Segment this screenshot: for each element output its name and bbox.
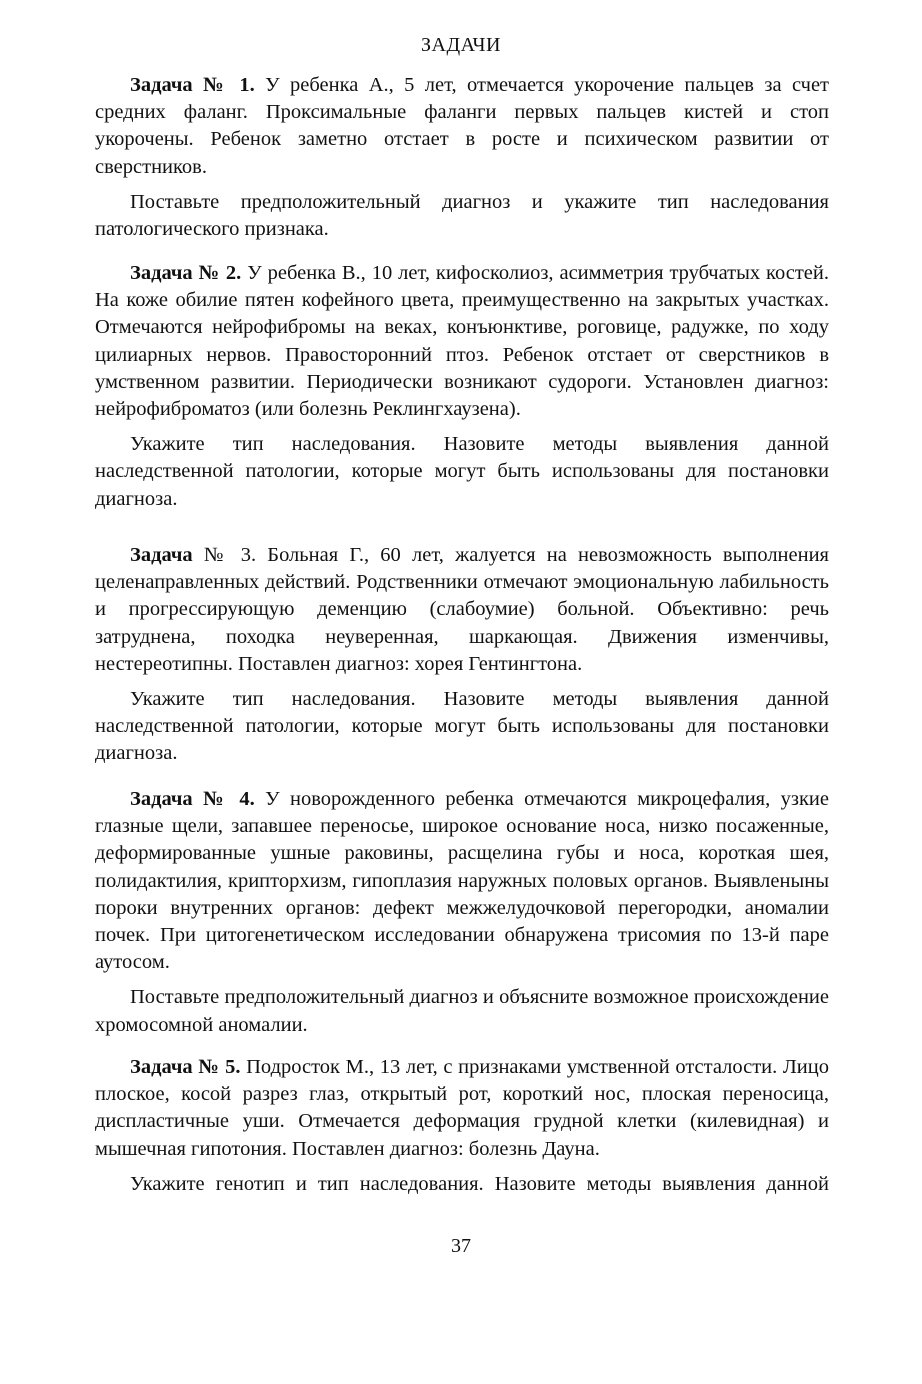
- task-3-label: Задача: [130, 544, 193, 566]
- task-3: [95, 542, 829, 768]
- task-1-condition-text: У ребенка А., 5 лет, отмечается укорочение пальцев за счет средних фаланг. Проксимальные фаланги первых пальцев кистей и стоп укорочены. Ребенок заметно отстает в росте и психическом развитии от сверстников.: [95, 74, 830, 178]
- task-2-question: Укажите тип наследования. Назовите методы выявления данной наследственной патологии, которые могут быть использованы для постановки диагноза.: [95, 433, 829, 510]
- task-4-label: Задача № 4.: [130, 788, 255, 810]
- task-5-condition-text: Подросток М., 13 лет, с признаками умственной отсталости. Лицо плоское, косой разрез глаз, открытый рот, короткий нос, плоская переносица, диспластичные уши. Отмечается деформация грудной клетки (килевидная) и мышечная гипотония. Поставлен диагноз: болезнь Дауна.: [95, 1056, 830, 1160]
- task-2: [95, 260, 829, 513]
- page-number: 37: [451, 1235, 471, 1257]
- task-2-condition-text: У ребенка В., 10 лет, кифосколиоз, асимметрия трубчатых костей. На коже обилие пятен кофейного цвета, преимущественно на закрытых участках. Отмечаются нейрофибромы на веках, конъюнктиве, роговице, радужке, по ходу цилиарных нервов. Правосторонний птоз. Ребенок отстает от сверстников в умственном развитии. Периодически возникают судороги. Установлен диагноз: нейрофиброматоз (или болезнь Реклингхаузена).: [95, 262, 829, 421]
- page-heading: ЗАДАЧИ: [421, 34, 501, 56]
- task-4-condition: [95, 786, 829, 976]
- task-1-condition: [95, 72, 829, 181]
- task-5-condition: [95, 1054, 829, 1163]
- task-2-condition: [95, 260, 829, 423]
- task-5: [95, 1054, 829, 1198]
- task-1-question: Поставьте предположительный диагноз и укажите тип наследования патологического признака.: [95, 190, 829, 241]
- task-4: [95, 786, 829, 1039]
- task-3-question: Укажите тип наследования. Назовите методы выявления данной наследственной патологии, которые могут быть использованы для постановки диагноза.: [95, 688, 829, 765]
- task-1: [95, 72, 829, 243]
- task-4-question: Поставьте предположительный диагноз и объясните возможное происхождение хромосомной аномалии.: [95, 986, 829, 1036]
- task-2-label: Задача № 2.: [130, 262, 242, 284]
- task-4-condition-text: У новорожденного ребенка отмечаются микроцефалия, узкие глазные щели, запавшее переносье, широкое основание носа, низко посаженные, деформированные ушные раковины, расщелина губы и носа, короткая шея, полидактилия, крипторхизм, гипоплазия наружных половых органов. Выявленыны пороки внутренних органов: дефект межжелудочковой перегородки, аномалии почек. При цитогенетическом исследовании обнаружена трисомия по 13-й паре аутосом.: [95, 788, 830, 974]
- task-3-condition: [95, 542, 829, 678]
- task-5-question: Укажите генотип и тип наследования. Назовите методы выявления данной: [130, 1172, 829, 1195]
- task-1-label: Задача № 1.: [130, 74, 255, 96]
- task-3-label-number: № 3.: [192, 544, 257, 566]
- task-5-label: Задача № 5.: [130, 1056, 241, 1078]
- task-3-condition-text: Больная Г., 60 лет, жалуется на невозможность выполнения целенаправленных действий. Родственники отмечают эмоциональную лабильность и прогрессирующую деменцию (слабоумие) больной. Объективно: речь затруднена, походка неуверенная, шаркающая. Движения изменчивы, нестереотипны. Поставлен диагноз: хорея Гентингтона.: [95, 544, 829, 675]
